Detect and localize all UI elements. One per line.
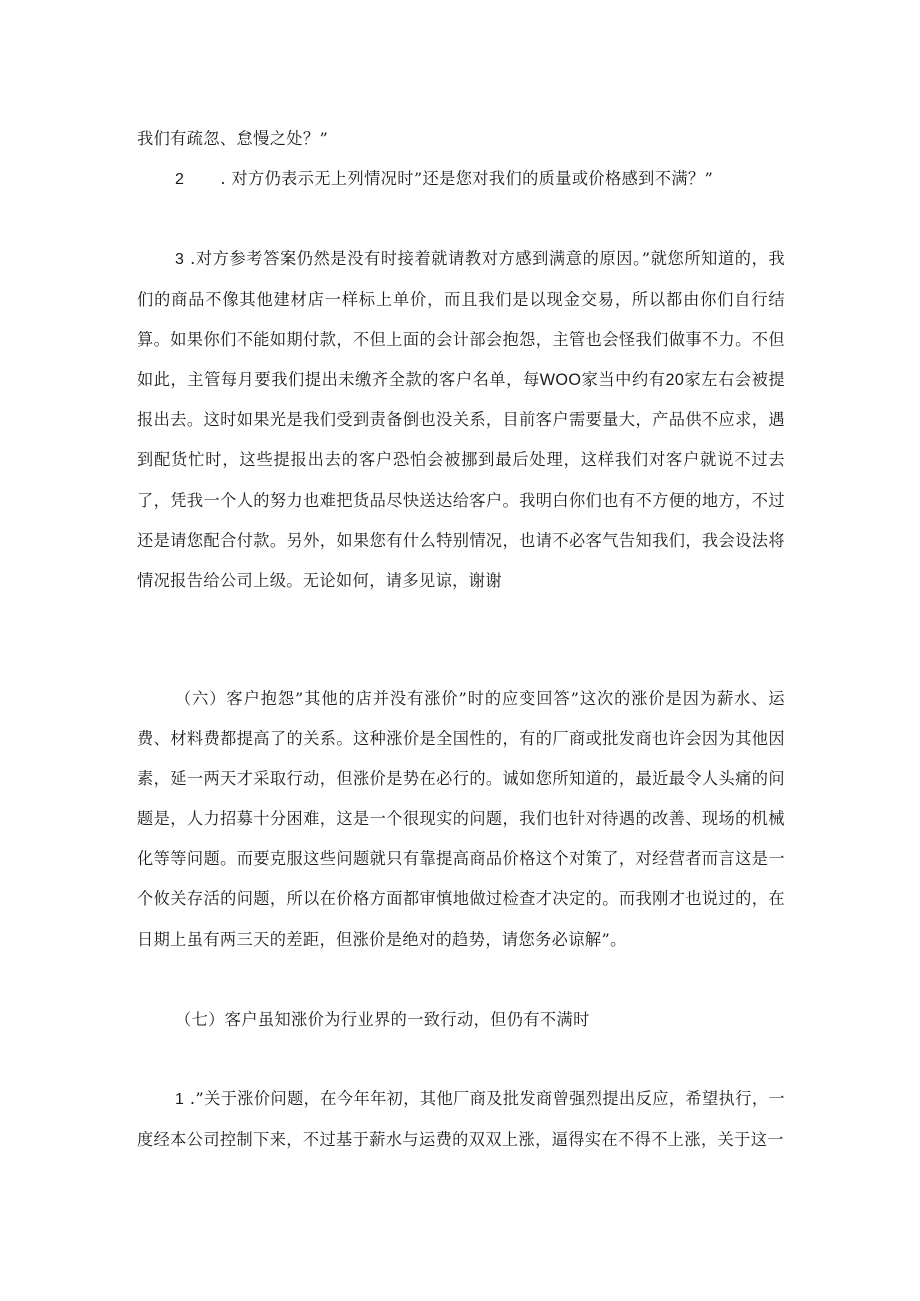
paragraph-section-7 — [137, 1000, 785, 1040]
paragraph-item-3 — [137, 239, 785, 601]
item-3-text-c: 家左右会被提报出去。这时如果光是我们受到责备倒也没关系，目前客户需要量大，产品供不应求，遇到配货忙时，这些提报出去的客户恐怕会被挪到最后处理，这样我们对客户就说不过去了，凭我一个人的努力也难把货品尽快送达给客户。我明白你们也有不方便的地方，不过还是请您配合付款。另外，如果您有什么特别情况，也请不必客气告知我们，我会设法将情况报告给公司上级。无论如何，请多见谅，谢谢 — [137, 370, 785, 590]
continuation-text: 我们有疏忽、怠慢之处？” — [137, 129, 329, 148]
item-3-woo: WOO — [539, 371, 582, 390]
item-3-text-b: 家当中约有 — [581, 370, 666, 390]
item-3-number: 3 — [175, 251, 185, 268]
item-2-number: 2 — [175, 171, 185, 188]
paragraph-item-1 — [137, 1079, 785, 1160]
item-2-text: . 对方仍表示无上列情况时”还是您对我们的质量或价格感到不满？” — [220, 169, 714, 188]
paragraph-section-6 — [137, 679, 785, 960]
item-1-text: .”关于涨价问题，在今年年初，其他厂商及批发商曾强烈提出反应，希望执行，一度经本公司控制下来，不过基于薪水与运费的双双上涨，逼得实在不得不上涨，关于这一 — [137, 1089, 785, 1150]
item-1-number: 1 — [175, 1091, 185, 1108]
section-7-heading: （七）客户虽知涨价为行业界的一致行动，但仍有不满时 — [175, 1010, 590, 1029]
section-6-text: （六）客户抱怨”其他的店并没有涨价”时的应变回答”这次的涨价是因为薪水、运费、材料费都提高了的关系。这种涨价是全国性的，有的厂商或批发商也许会因为其他因素，延一两天才采取行动，但涨价是势在必行的。诚如您所知道的，最近最令人头痛的问题是，人力招募十分困难，这是一个很现实的问题，我们也针对待遇的改善、现场的机械化等等问题。而要克服这些问题就只有靠提高商品价格这个对策了，对经营者而言这是一个攸关存活的问题，所以在价格方面都审慎地做过检查才决定的。而我刚才也说过的，在日期上虽有两三天的差距，但涨价是绝对的趋势，请您务必谅解”。 — [137, 689, 785, 949]
item-3-twenty: 20 — [665, 371, 685, 390]
paragraph-item-2 — [137, 159, 785, 200]
paragraph-continuation — [137, 119, 785, 159]
item-3-text-a: .对方参考答案仍然是没有时接着就请教对方感到满意的原因。”就您所知道的，我们的商品不像其他建材店一样标上单价，而且我们是以现金交易，所以都由你们自行结算。如果你们不能如期付款，不但上面的会计部会抱怨，主管也会怪我们做事不力。不但如此，主管每月要我们提出未缴齐全款的客户名单，每 — [137, 249, 785, 390]
